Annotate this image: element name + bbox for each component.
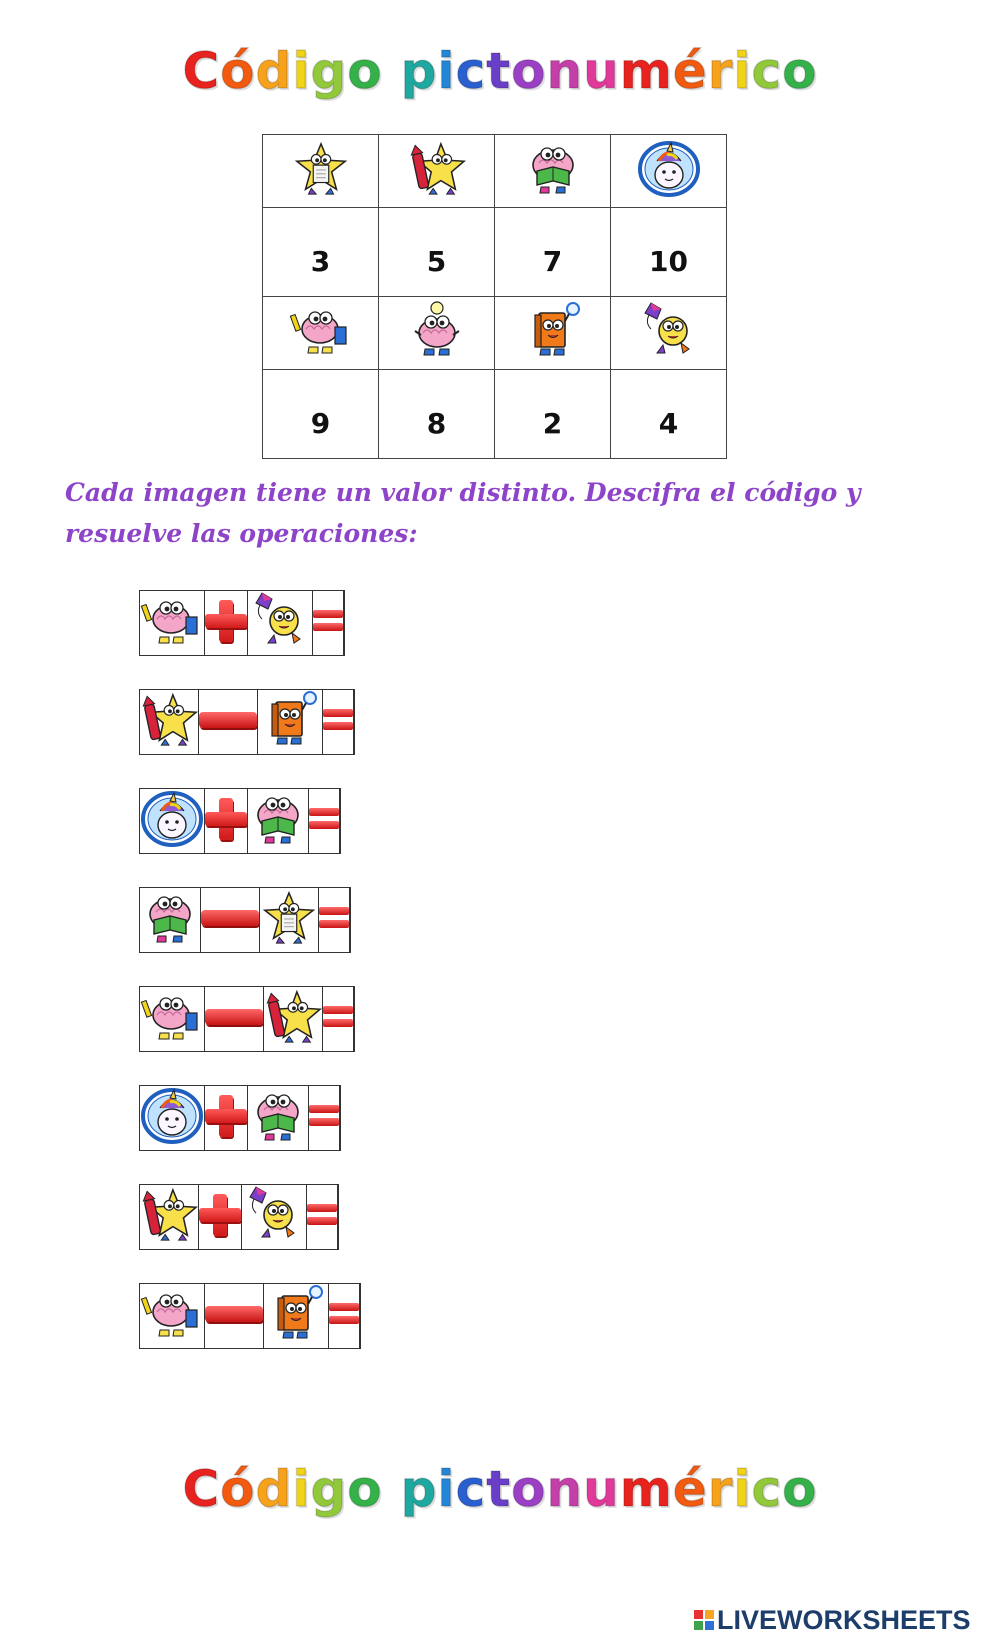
worksheet-title xyxy=(0,42,1000,100)
operand-left xyxy=(140,789,205,854)
operand-left xyxy=(140,1284,205,1349)
book-magnifier-character-icon xyxy=(258,690,322,750)
code-picture-row xyxy=(263,297,727,370)
equals-icon xyxy=(307,1204,337,1226)
operator-cell xyxy=(199,1185,242,1250)
code-table xyxy=(262,134,727,459)
equals-cell xyxy=(309,789,340,854)
operand-left xyxy=(140,690,199,755)
equals-cell xyxy=(319,888,350,953)
code-cell-picture xyxy=(611,297,727,370)
star-reading-character-icon xyxy=(260,889,318,947)
logo-square xyxy=(705,1610,714,1619)
operand-right xyxy=(248,591,313,656)
logo-square xyxy=(694,1621,703,1630)
code-picture-row xyxy=(263,135,727,208)
footer-title xyxy=(0,1460,1000,1518)
code-cell-picture xyxy=(379,135,495,208)
operation-row xyxy=(139,689,355,755)
code-cell-number: 7 xyxy=(495,208,611,297)
operand-left xyxy=(140,888,201,953)
minus-icon xyxy=(205,1009,263,1025)
operation-row xyxy=(139,590,345,656)
unicorn-badge-icon xyxy=(140,1086,204,1146)
minus-icon xyxy=(205,1306,263,1322)
equals-icon xyxy=(323,1006,353,1028)
code-cell-number: 2 xyxy=(495,370,611,459)
operand-right xyxy=(248,1086,309,1151)
code-cell-picture xyxy=(611,135,727,208)
brain-reading-character-icon xyxy=(248,1086,308,1146)
answer-box[interactable] xyxy=(344,591,345,656)
code-cell-picture xyxy=(263,135,379,208)
operator-cell xyxy=(205,591,248,656)
book-magnifier-character-icon xyxy=(521,301,585,361)
answer-box[interactable] xyxy=(354,690,355,755)
book-magnifier-character-icon xyxy=(264,1284,328,1344)
operand-left xyxy=(140,1185,199,1250)
logo-text: LIVEWORKSHEETS xyxy=(717,1604,971,1635)
brain-reading-character-icon xyxy=(140,888,200,948)
plus-icon xyxy=(205,1095,247,1137)
title-text: Código pictonumérico xyxy=(182,42,818,100)
operation-row xyxy=(139,1283,361,1349)
code-cell-number: 5 xyxy=(379,208,495,297)
star-crayon-character-icon xyxy=(140,1186,198,1244)
minus-icon xyxy=(201,910,259,926)
code-cell-number: 3 xyxy=(263,208,379,297)
star-crayon-character-icon xyxy=(264,988,322,1046)
operand-left xyxy=(140,1086,205,1151)
operand-right xyxy=(264,1284,329,1349)
operation-row xyxy=(139,1085,341,1151)
brain-notebook-character-icon xyxy=(140,591,204,651)
answer-box[interactable] xyxy=(350,888,351,953)
code-cell-number: 9 xyxy=(263,370,379,459)
operand-right xyxy=(242,1185,307,1250)
operator-cell xyxy=(205,789,248,854)
operand-left xyxy=(140,987,205,1052)
equals-icon xyxy=(309,808,339,830)
equals-cell xyxy=(307,1185,338,1250)
operator-cell xyxy=(205,987,264,1052)
equals-icon xyxy=(329,1303,359,1325)
operation-row xyxy=(139,986,355,1052)
code-cell-number: 4 xyxy=(611,370,727,459)
operation-row xyxy=(139,887,351,953)
operation-row xyxy=(139,1184,339,1250)
star-crayon-character-icon xyxy=(408,140,466,198)
equals-icon xyxy=(319,907,349,929)
plus-icon xyxy=(199,1194,241,1236)
operand-right xyxy=(248,789,309,854)
equals-icon xyxy=(309,1105,339,1127)
plus-icon xyxy=(205,600,247,642)
brain-notebook-character-icon xyxy=(140,987,204,1047)
plus-icon xyxy=(205,798,247,840)
answer-box[interactable] xyxy=(340,789,341,854)
equals-cell xyxy=(309,1086,340,1151)
code-cell-picture xyxy=(495,297,611,370)
equals-icon xyxy=(313,610,343,632)
liveworksheets-logo xyxy=(694,1604,971,1636)
operator-cell xyxy=(201,888,260,953)
operand-left xyxy=(140,591,205,656)
code-number-row xyxy=(263,370,727,459)
title-text: Código pictonumérico xyxy=(182,1460,818,1518)
logo-mark-icon xyxy=(694,1610,714,1630)
logo-square xyxy=(705,1621,714,1630)
brain-notebook-character-icon xyxy=(140,1284,204,1344)
operator-cell xyxy=(205,1086,248,1151)
code-cell-picture xyxy=(263,297,379,370)
brain-notebook-character-icon xyxy=(289,301,353,361)
equals-cell xyxy=(313,591,344,656)
star-reading-character-icon xyxy=(292,140,350,198)
ball-kite-character-icon xyxy=(637,301,701,361)
unicorn-badge-icon xyxy=(140,789,204,849)
answer-box[interactable] xyxy=(360,1284,361,1349)
star-crayon-character-icon xyxy=(140,691,198,749)
brain-reading-character-icon xyxy=(248,789,308,849)
code-cell-picture xyxy=(379,297,495,370)
equals-cell xyxy=(323,690,354,755)
equals-cell xyxy=(329,1284,360,1349)
code-cell-number: 8 xyxy=(379,370,495,459)
operator-cell xyxy=(205,1284,264,1349)
equals-cell xyxy=(323,987,354,1052)
ball-kite-character-icon xyxy=(242,1185,306,1245)
unicorn-badge-icon xyxy=(637,139,701,199)
code-number-row xyxy=(263,208,727,297)
instruction-text: Cada imagen tiene un valor distinto. Descifra el código y resuelve las operaciones: xyxy=(65,478,861,548)
code-cell-picture xyxy=(495,135,611,208)
code-cell-number: 10 xyxy=(611,208,727,297)
operator-cell xyxy=(199,690,258,755)
answer-box[interactable] xyxy=(338,1185,339,1250)
operand-right xyxy=(260,888,319,953)
answer-box[interactable] xyxy=(340,1086,341,1151)
equals-icon xyxy=(323,709,353,731)
answer-box[interactable] xyxy=(354,987,355,1052)
brain-reading-character-icon xyxy=(523,139,583,199)
ball-kite-character-icon xyxy=(248,591,312,651)
operand-right xyxy=(264,987,323,1052)
minus-icon xyxy=(199,712,257,728)
operand-right xyxy=(258,690,323,755)
operation-row xyxy=(139,788,341,854)
brain-lightbulb-character-icon xyxy=(405,301,469,361)
logo-square xyxy=(694,1610,703,1619)
